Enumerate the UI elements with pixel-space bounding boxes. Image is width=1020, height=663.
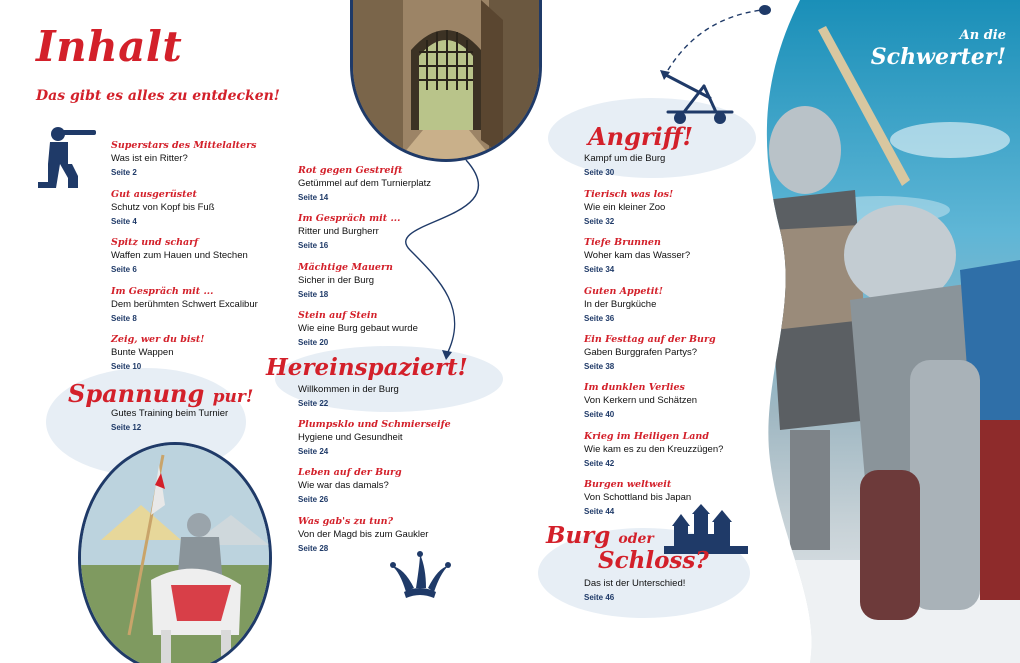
- entry-page: Seite 44: [584, 507, 615, 516]
- feature-burg-entry[interactable]: [584, 577, 759, 604]
- entry-page: Seite 10: [111, 362, 142, 371]
- jester-hat-icon: [390, 552, 450, 602]
- toc-entry[interactable]: [298, 467, 473, 506]
- entry-subtitle: Gaben Burggrafen Partys?: [584, 347, 698, 358]
- toc-entry[interactable]: [584, 382, 759, 421]
- feature-spannung-entry[interactable]: [111, 407, 286, 434]
- entry-page: Seite 18: [298, 290, 329, 299]
- entry-subtitle: Kampf um die Burg: [584, 153, 666, 164]
- entry-subtitle: Von Schottland bis Japan: [584, 492, 692, 503]
- entry-subtitle: Wie eine Burg gebaut wurde: [298, 323, 418, 334]
- feature-herein-title[interactable]: Hereinspaziert!: [266, 354, 468, 381]
- entry-page: Seite 8: [111, 314, 137, 323]
- toc-entry[interactable]: [298, 262, 473, 301]
- entry-page: Seite 38: [584, 362, 615, 371]
- toc-entry[interactable]: [584, 237, 759, 276]
- toc-entry[interactable]: [111, 286, 286, 325]
- entry-heading: Im dunklen Verlies: [584, 382, 685, 393]
- entry-heading: Im Gespräch mit ...: [298, 213, 401, 224]
- entry-page: Seite 42: [584, 459, 615, 468]
- entry-heading: Guten Appetit!: [584, 286, 663, 297]
- entry-heading: Mächtige Mauern: [298, 262, 393, 273]
- entry-page: Seite 32: [584, 217, 615, 226]
- entry-subtitle: Ritter und Burgherr: [298, 226, 379, 237]
- entry-subtitle: Schutz von Kopf bis Fuß: [111, 202, 215, 213]
- entry-heading: Zeig, wer du bist!: [111, 334, 205, 345]
- entry-page: Seite 12: [111, 423, 142, 432]
- toc-entry[interactable]: [584, 431, 759, 470]
- feature-angriff-entry[interactable]: [584, 152, 759, 179]
- toc-entry[interactable]: [111, 334, 286, 373]
- photo-tag-line2: Schwerter!: [870, 44, 1006, 70]
- feature-spannung-main: Spannung: [68, 379, 205, 408]
- feature-spannung-title[interactable]: [68, 379, 253, 408]
- feature-burg-word1: Burg: [546, 522, 611, 549]
- entry-subtitle: Wie war das damals?: [298, 480, 389, 491]
- entry-page: Seite 2: [111, 168, 137, 177]
- entry-heading: Superstars des Mittelalters: [111, 140, 257, 151]
- toc-entry[interactable]: [298, 310, 473, 349]
- entry-subtitle: Willkommen in der Burg: [298, 384, 399, 395]
- toc-entry[interactable]: [298, 165, 473, 204]
- entry-subtitle: Wie kam es zu den Kreuzzügen?: [584, 444, 724, 455]
- entry-heading: Spitz und scharf: [111, 237, 199, 248]
- entry-page: Seite 20: [298, 338, 329, 347]
- entry-subtitle: In der Burgküche: [584, 299, 657, 310]
- entry-subtitle: Von der Magd bis zum Gaukler: [298, 529, 429, 540]
- entry-subtitle: Hygiene und Gesundheit: [298, 432, 403, 443]
- entry-subtitle: Gutes Training beim Turnier: [111, 408, 229, 419]
- feature-angriff-title[interactable]: Angriff!: [588, 122, 693, 151]
- entry-heading: Im Gespräch mit ...: [111, 286, 214, 297]
- feature-burg-word3: Schloss?: [598, 547, 709, 574]
- entry-page: Seite 36: [584, 314, 615, 323]
- toc-entry[interactable]: [584, 479, 759, 518]
- toc-entry[interactable]: [584, 189, 759, 228]
- entry-heading: Tiefe Brunnen: [584, 237, 661, 248]
- entry-page: Seite 6: [111, 265, 137, 274]
- toc-entry[interactable]: [298, 213, 473, 252]
- entry-heading: Burgen weltweit: [584, 479, 672, 490]
- page-subtitle: Das gibt es alles zu entdecken!: [36, 88, 280, 104]
- entry-page: Seite 28: [298, 544, 329, 553]
- entry-page: Seite 22: [298, 399, 329, 408]
- photo-tag-line1: An die: [959, 28, 1006, 43]
- entry-page: Seite 40: [584, 410, 615, 419]
- toc-entry[interactable]: [111, 189, 286, 228]
- entry-heading: Krieg im Heiligen Land: [584, 431, 709, 442]
- catapult-icon: [660, 68, 740, 128]
- entry-page: Seite 34: [584, 265, 615, 274]
- feature-spannung-suffix: pur!: [212, 387, 254, 407]
- toc-entry[interactable]: [584, 286, 759, 325]
- feature-herein-entry[interactable]: [298, 383, 473, 410]
- entry-heading: Leben auf der Burg: [298, 467, 402, 478]
- rock-projectile-icon: [758, 4, 772, 16]
- entry-subtitle: Woher kam das Wasser?: [584, 250, 691, 261]
- entry-heading: Ein Festtag auf der Burg: [584, 334, 716, 345]
- entry-heading: Plumpsklo und Schmierseife: [298, 419, 451, 430]
- toc-entry[interactable]: [111, 140, 286, 179]
- entry-subtitle: Bunte Wappen: [111, 347, 174, 358]
- entry-page: Seite 4: [111, 217, 137, 226]
- entry-heading: Tierisch was los!: [584, 189, 674, 200]
- entry-subtitle: Getümmel auf dem Turnierplatz: [298, 178, 432, 189]
- entry-heading: Stein auf Stein: [298, 310, 378, 321]
- entry-page: Seite 46: [584, 593, 615, 602]
- kneeling-knight-icon: [34, 124, 100, 190]
- entry-subtitle: Waffen zum Hauen und Stechen: [111, 250, 248, 261]
- entry-subtitle: Sicher in der Burg: [298, 275, 375, 286]
- entry-subtitle: Dem berühmten Schwert Excalibur: [111, 299, 258, 310]
- entry-page: Seite 14: [298, 193, 329, 202]
- entry-subtitle: Das ist der Unterschied!: [584, 578, 686, 589]
- entry-heading: Gut ausgerüstet: [111, 189, 197, 200]
- page-title: Inhalt: [36, 22, 183, 71]
- toc-entry[interactable]: [584, 334, 759, 373]
- entry-page: Seite 24: [298, 447, 329, 456]
- entry-heading: Was gab's zu tun?: [298, 516, 394, 527]
- toc-entry[interactable]: [298, 516, 473, 555]
- entry-heading: Rot gegen Gestreift: [298, 165, 403, 176]
- toc-entry[interactable]: [298, 419, 473, 458]
- entry-page: Seite 30: [584, 168, 615, 177]
- entry-subtitle: Wie ein kleiner Zoo: [584, 202, 666, 213]
- feature-burg-word2: oder: [618, 531, 654, 547]
- entry-subtitle: Was ist ein Ritter?: [111, 153, 188, 164]
- entry-page: Seite 26: [298, 495, 329, 504]
- entry-page: Seite 16: [298, 241, 329, 250]
- entry-subtitle: Von Kerkern und Schätzen: [584, 395, 698, 406]
- toc-entry[interactable]: [111, 237, 286, 276]
